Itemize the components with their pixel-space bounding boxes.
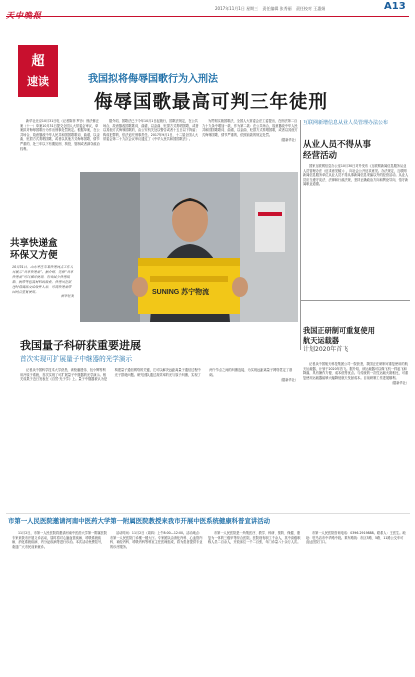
pension-headline-line1: 从业人员不得从事 [303,140,372,150]
date-line: 2017年11月1日 星期三 [215,6,259,11]
bottom-col-4: 市第一人民医院咨询电话：0396-2919888。联系人：王医生。地址：驻马店市中华路中段。乘车路线：市区3路、5路、11路公交车可直达医院门口。 [306,531,406,545]
quantum-body: 记者从中国科学技术大学获悉，该校潘建伟、包小辉等利用冷原子系统，首次实现了可扩展量子中继器的光学演示。相关成果于近日发表在《自然·光子学》上。量子中继器被认为是构建量子通信网络的关键，它可以解决远距离量子通信过程中光子损耗问题。研究团队通过高效率的光与原子纠缠，实现了两个节点之间的纠缠连接，为实现远距离量子网络奠定了基础。 （据新华社） [20,368,298,382]
right-divider [300,120,301,350]
quantum-credit: （据新华社） [278,377,298,382]
masthead-rule [6,16,409,17]
masthead-logo [6,3,56,16]
hospital-banner-text: 市第一人民医院邀请河南中医药大学第一附属医院教授来我市开展中医系统健康科普宣讲活动 [8,517,271,525]
express-body: 10月31日，山东枣庄市某快递网点工作人员展示“共享快递盒”。据介绍，这种“共享快递盒”可以循环使用，有效减少快递纸箱、胶带等包装材料的浪费。快递员在派送时将商品交给收件人后，可将快递盒带回网点重复使用。 新华社发 [12,265,74,299]
masthead-meta [215,6,385,14]
sail-headline-line1: 我国正研制可重复使用 [303,326,375,335]
anthem-col-1: 新华社北京10月31日电（记者陈菲 罗沙）刑法修正案（十一）草案10月31日提交全国人大常委会审议，草案拟对侮辱国歌行为作出刑事处罚规定。根据草案，在公共场合，故意篡改中华人民共和国国歌歌词、曲谱，以歪曲、贬损方式奏唱国歌，或者以其他方式侮辱国歌，情节严重的，处三年以下有期徒刑、拘役、管制或者剥夺政治权利。 [20,119,100,151]
quantum-headline: 我国量子科研获重要进展 [20,339,141,352]
express-credit: 新华社发 [60,294,74,299]
editor-line: 责任编辑 张秀丽 [262,6,292,11]
section-badge [18,45,58,97]
pension-body: 国家互联网信息办公室10月30日对外发布《互联网新闻信息服务从业人员管理办法（征求意见稿）》，向社会公开征求意见。办法规定，互联网新闻信息服务单位从业人员不得从事新闻信息采编以外的经营活动。从业人员应当遵守宪法、法律和行政法规，坚持正确政治方向和舆论导向，恪守新闻职业道德。 [303,164,409,187]
hospital-banner [6,513,410,528]
anthem-col-3: 为贯彻实施国歌法，全国人大常委会法工委提出，在刑法第二百九十九条中增加一款，作为第二款：在公共场合，故意篡改中华人民共和国国歌歌词、曲谱，以歪曲、贬损方式奏唱国歌，或者以其他方式侮辱国歌，情节严重的，依照前款的规定处罚。 （据新华社） [202,119,298,142]
bottom-col-3: 市第一人民医院是一所集医疗、教学、科研、预防、保健、康复为一体的三级甲等综合医院。医院现有职工千余人，其中高级职称人员二百余人，开放床位一千二百张，年门诊量八十余万人次。 [208,531,301,545]
anthem-credit: （据新华社） [278,137,298,142]
pension-headline-line2: 经营活动 [303,150,338,161]
express-title-line2: 环保又方便 [10,250,58,261]
sail-credit: （据新华社） [389,380,409,385]
courier-photo-illustration [80,172,298,322]
anthem-kicker: 我国拟将侮辱国歌行为入刑法 [88,74,218,85]
section-badge-line1: 超 [31,54,45,69]
pension-kicker: 互联网新增信息从业人员管理办法公布 [303,120,389,126]
sail-top-rule [300,300,410,301]
express-title [10,238,90,262]
box-brand-label: SUNING 苏宁物流 [152,289,210,296]
anthem-col-2: 据介绍，国歌法已于今年10月1日起施行，国歌法规定，在公共场合，故意篡改国歌歌词、曲谱，以歪曲、贬损方式奏唱国歌，或者以其他方式侮辱国歌的，由公安机关处以警告或者十五日以下拘留；构成犯罪的，依法追究刑事责任。2017年9月1日，十二届全国人大常委会第二十九次会议审议通过了《中华人民共和国国歌法》。 [103,119,199,142]
page-number: A13 [384,1,406,12]
sail-headline [303,326,411,355]
quantum-subhead: 首次实现可扩展量子中继器的光学演示 [20,355,133,363]
sail-body: 记者从中国航天科技集团公司一院获悉，我国正在研制可重复使用的航天运载器，计划于2020年首飞。据介绍，该运载器可以像飞机一样起飞和降落，具有操作方便、成本低等优点。与传统的一次性运载火箭相比，可重复使用运载器能够大幅降低航天发射成本。目前研制工作进展顺利。 （据新华社） [303,362,409,385]
express-title-line1: 共享快递盒 [10,238,58,249]
bottom-col-2: 活动时间：11月2日（周四）上午8:00—12:00。活动地点：市第一人民医院门诊楼一楼大厅。专家团队由消化内科、心血管内科、神经内科、呼吸内科等科室主任医师组成，将为患者提供专业的诊疗服务。 [110,531,203,549]
section-badge-line2: 速读 [27,75,49,88]
sail-headline-line2: 航天运载器 [303,335,339,345]
proofreader-line: 责任校对 王惠娟 [295,6,326,11]
pension-headline [303,140,411,161]
express-photo [80,172,298,322]
sail-headline-line3: 计划2020年首飞 [303,346,349,353]
bottom-col-1: 11月2日，市第一人民医院将邀请河南中医药大学第一附属医院专家来我市开展义诊活动，届时将对心脑血管疾病、呼吸系统疾病、消化系统疾病、内分泌疾病等进行诊治。本次活动免费挂号，欢迎广大市民前来就诊。 [12,531,107,549]
anthem-headline: 侮辱国歌最高可判三年徒刑 [94,92,329,113]
